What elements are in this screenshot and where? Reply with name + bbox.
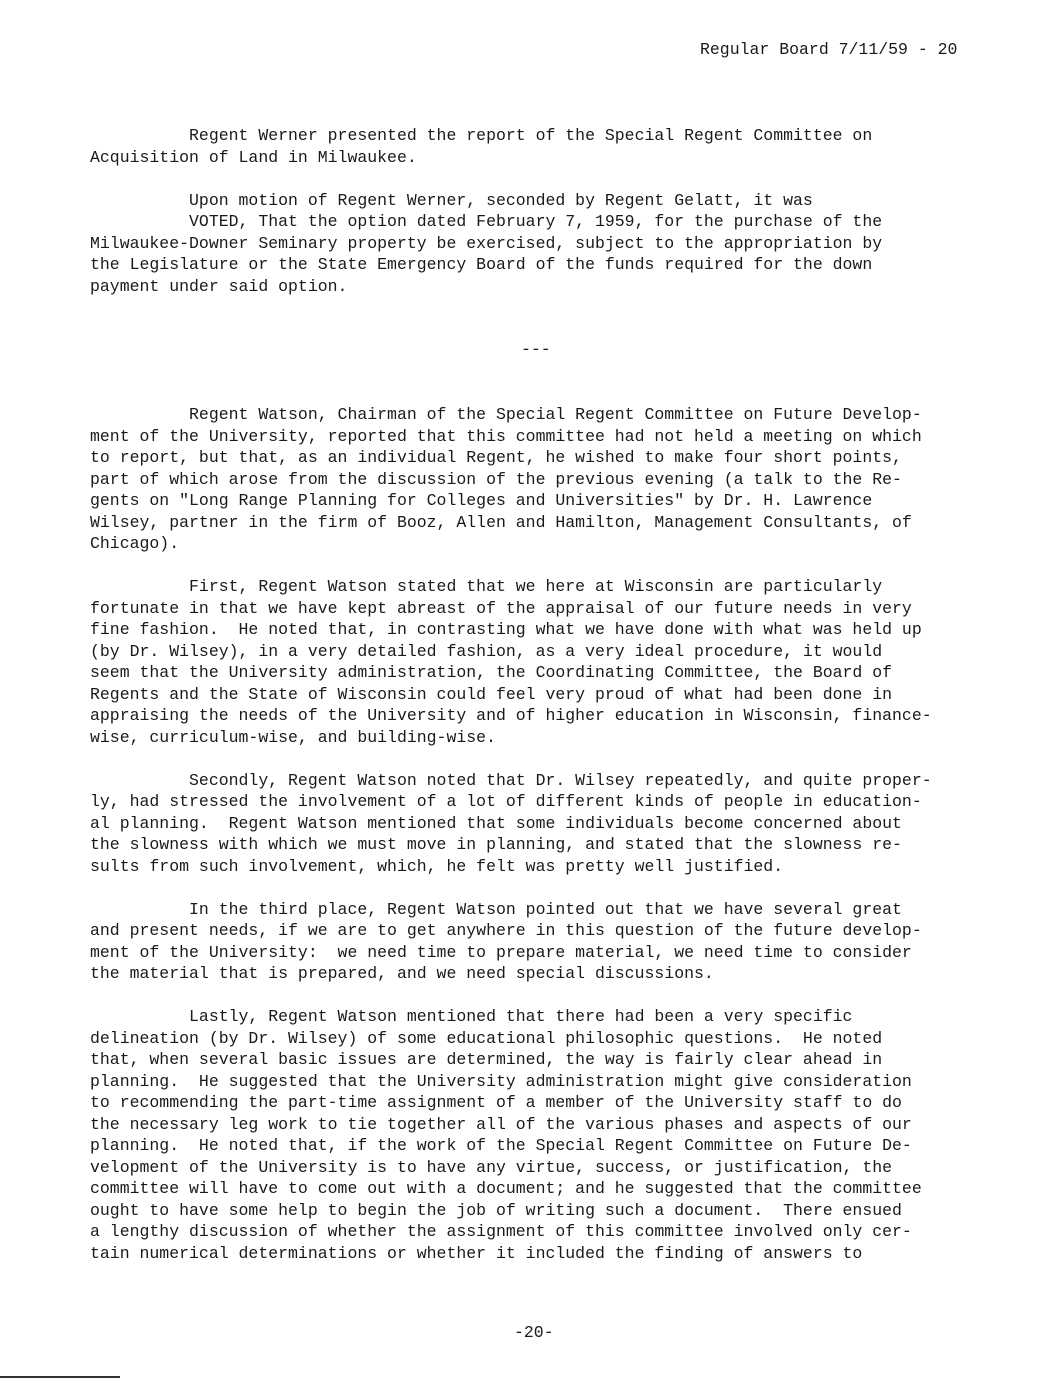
text-line: fine fashion. He noted that, in contrasting what we have done with what was held up [90, 620, 922, 639]
text-line: Secondly, Regent Watson noted that Dr. Wilsey repeatedly, and quite proper- [90, 770, 932, 790]
footer-rule [0, 1376, 120, 1378]
text-line: wise, curriculum-wise, and building-wise. [90, 727, 496, 747]
paragraph [90, 404, 990, 555]
paragraph [90, 190, 990, 298]
text-line: the slowness with which we must move in planning, and stated that the slowness re- [90, 835, 902, 854]
text-line: a lengthy discussion of whether the assignment of this committee involved only cer- [90, 1222, 912, 1241]
section-separator: --- [521, 340, 551, 359]
running-head: Regular Board 7/11/59 - 20 [700, 40, 958, 59]
text-line: and present needs, if we are to get anywhere in this question of the future develop- [90, 921, 922, 940]
text-line: al planning. Regent Watson mentioned that some individuals become concerned about [90, 813, 902, 833]
text-line: Chicago). [90, 534, 180, 553]
text-line: the Legislature or the State Emergency Board of the funds required for the down [90, 255, 873, 274]
text-line: ment of the University: we need time to prepare material, we need time to consider [90, 942, 912, 962]
text-line: velopment of the University is to have any virtue, success, or justification, the [90, 1157, 893, 1177]
text-line: Regent Werner presented the report of the Special Regent Committee on [90, 126, 873, 145]
paragraph [90, 576, 990, 748]
text-line: Acquisition of Land in Milwaukee. [90, 147, 417, 167]
text-line: Milwaukee-Downer Seminary property be exercised, subject to the appropriation by [90, 233, 883, 253]
text-line: part of which arose from the discussion of the previous evening (a talk to the Re- [90, 469, 902, 489]
section-land-acquisition [90, 125, 990, 297]
text-line: tain numerical determinations or whether it included the finding of answers to [90, 1243, 863, 1263]
text-line: to report, but that, as an individual Regent, he wished to make four short points, [90, 448, 902, 467]
text-line: ought to have some help to begin the job of writing such a document. There ensued [90, 1200, 902, 1220]
text-line: appraising the needs of the University and of higher education in Wisconsin, finance- [90, 706, 932, 725]
text-line: fortunate in that we have kept abreast of the appraisal of our future needs in very [90, 598, 912, 618]
text-line: sults from such involvement, which, he felt was pretty well justified. [90, 856, 784, 876]
text-line: committee will have to come out with a document; and he suggested that the committee [90, 1179, 922, 1198]
paragraph [90, 125, 990, 168]
text-line: payment under said option. [90, 276, 348, 296]
paragraph [90, 1006, 990, 1264]
section-future-development [90, 404, 990, 1264]
text-line: (by Dr. Wilsey), in a very detailed fashion, as a very ideal procedure, it would [90, 641, 883, 661]
text-line: planning. He noted that, if the work of the Special Regent Committee on Future De- [90, 1136, 912, 1155]
text-line: Regents and the State of Wisconsin could feel very proud of what had been done in [90, 684, 893, 704]
text-line: ment of the University, reported that this committee had not held a meeting on which [90, 426, 922, 446]
page-number: -20- [514, 1323, 554, 1342]
text-line: Lastly, Regent Watson mentioned that there had been a very specific [90, 1007, 853, 1026]
text-line: to recommending the part-time assignment of a member of the University staff to do [90, 1093, 902, 1112]
text-line: ly, had stressed the involvement of a lot of different kinds of people in education- [90, 792, 922, 811]
text-line: Upon motion of Regent Werner, seconded by Regent Gelatt, it was [90, 190, 813, 210]
text-line: VOTED, That the option dated February 7, 1959, for the purchase of the [90, 212, 883, 231]
paragraph [90, 770, 990, 878]
text-line: In the third place, Regent Watson pointed out that we have several great [90, 899, 902, 919]
text-line: that, when several basic issues are determined, the way is fairly clear ahead in [90, 1050, 883, 1069]
text-line: seem that the University administration, the Coordinating Committee, the Board of [90, 663, 893, 682]
text-line: First, Regent Watson stated that we here at Wisconsin are particularly [90, 577, 883, 596]
text-line: gents on "Long Range Planning for Colleges and Universities" by Dr. H. Lawrence [90, 491, 873, 510]
text-line: the necessary leg work to tie together all of the various phases and aspects of our [90, 1114, 912, 1134]
paragraph [90, 899, 990, 985]
text-line: delineation (by Dr. Wilsey) of some educational philosophic questions. He noted [90, 1028, 883, 1048]
text-line: Regent Watson, Chairman of the Special Regent Committee on Future Develop- [90, 405, 922, 424]
text-line: planning. He suggested that the University administration might give consideration [90, 1071, 912, 1091]
text-line: Wilsey, partner in the firm of Booz, Allen and Hamilton, Management Consultants, of [90, 512, 912, 532]
text-line: the material that is prepared, and we need special discussions. [90, 964, 714, 983]
